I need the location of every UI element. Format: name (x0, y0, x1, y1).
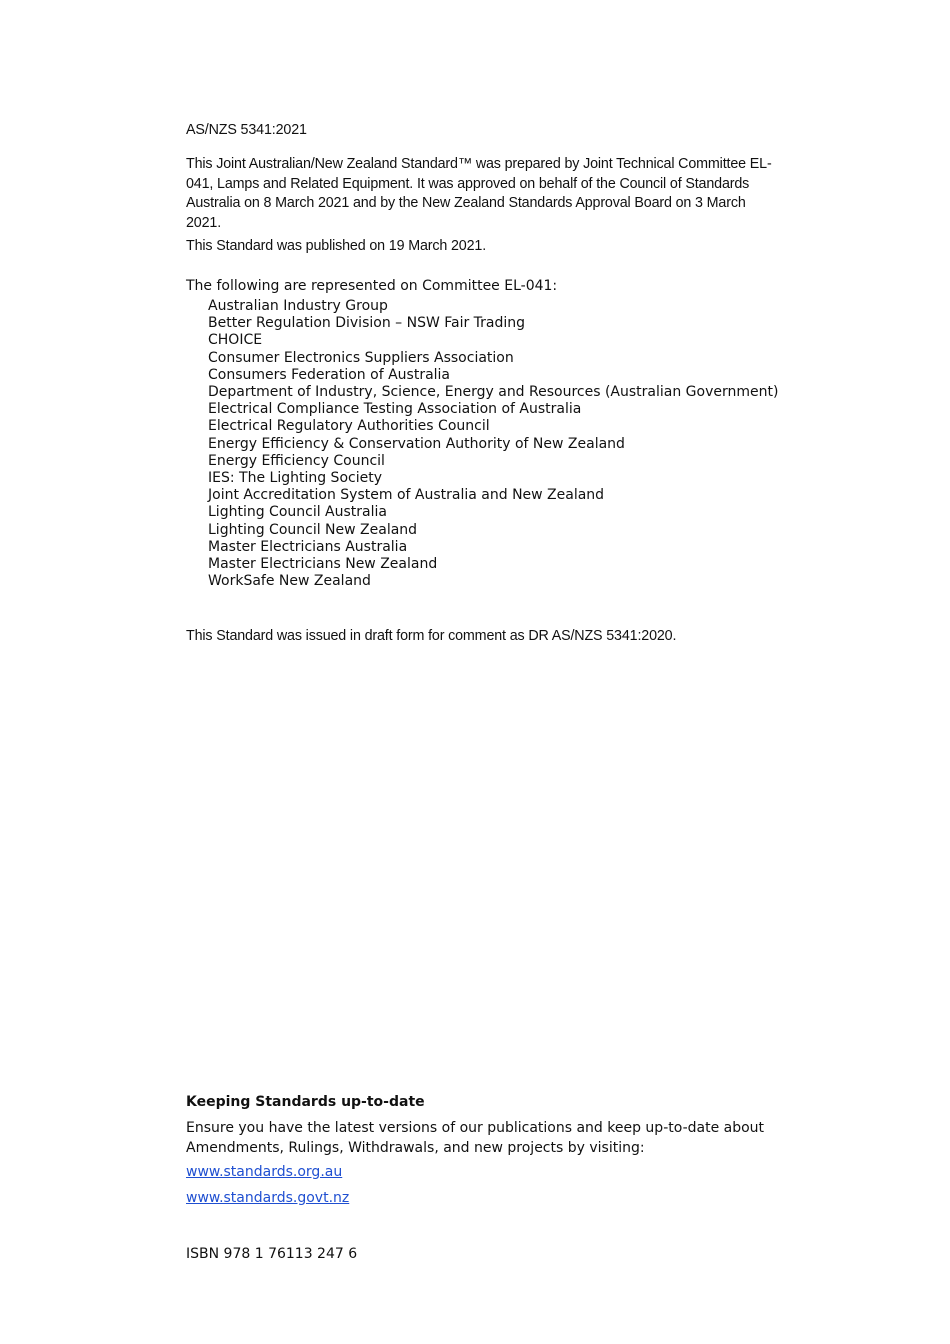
committee-member: Energy Efficiency & Conservation Authority of New Zealand (208, 435, 625, 452)
committee-member: Master Electricians Australia (208, 538, 408, 555)
committee-member: Australian Industry Group (208, 298, 388, 314)
isbn-number: ISBN 978 1 76113 247 6 (186, 1246, 358, 1262)
committee-member: Energy Efficiency Council (208, 452, 385, 469)
committee-member: Lighting Council Australia (208, 504, 387, 521)
standard-designation: AS/NZS 5341:2021 (186, 122, 307, 138)
committee-member: Better Regulation Division – NSW Fair Trading (208, 315, 526, 332)
committee-member: Master Electricians New Zealand (208, 556, 438, 573)
committee-member: CHOICE (208, 332, 263, 349)
standards-new-zealand-link[interactable]: www.standards.govt.nz (186, 1190, 350, 1206)
keeping-up-to-date-heading: Keeping Standards up-to-date (186, 1094, 425, 1110)
standards-australia-link[interactable]: www.standards.org.au (186, 1164, 343, 1180)
committee-member: Electrical Regulatory Authorities Council (208, 418, 490, 435)
committee-member: Consumer Electronics Suppliers Association (208, 349, 514, 366)
committee-member: Lighting Council New Zealand (208, 521, 418, 538)
committee-member: Department of Industry, Science, Energy and Resources (Australian Government) (208, 384, 779, 401)
committee-intro: The following are represented on Committee EL-041: (186, 278, 558, 294)
committee-member: IES: The Lighting Society (208, 470, 382, 487)
committee-member: Electrical Compliance Testing Association of Australia (208, 401, 582, 418)
draft-note: This Standard was issued in draft form for comment as DR AS/NZS 5341:2020. (186, 628, 677, 644)
committee-member: Joint Accreditation System of Australia and New Zealand (208, 487, 605, 504)
committee-member: Consumers Federation of Australia (208, 366, 451, 383)
committee-member-list (208, 298, 778, 590)
committee-member: WorkSafe New Zealand (208, 573, 371, 590)
published-statement: This Standard was published on 19 March 2021. (186, 238, 487, 254)
preparation-paragraph: This Joint Australian/New Zealand Standard™ was prepared by Joint Technical Committee EL-041, Lamps and Related Equipment. It was approved on behalf of the Council of Standards Australia on 8 March 2021 and by the New Zealand Standards Approval Board on 3 March 2021. (186, 156, 772, 231)
keeping-up-to-date-body: Ensure you have the latest versions of our publications and keep up-to-date about Amendments, Rulings, Withdrawals, and new projects by visiting: (186, 1120, 765, 1156)
